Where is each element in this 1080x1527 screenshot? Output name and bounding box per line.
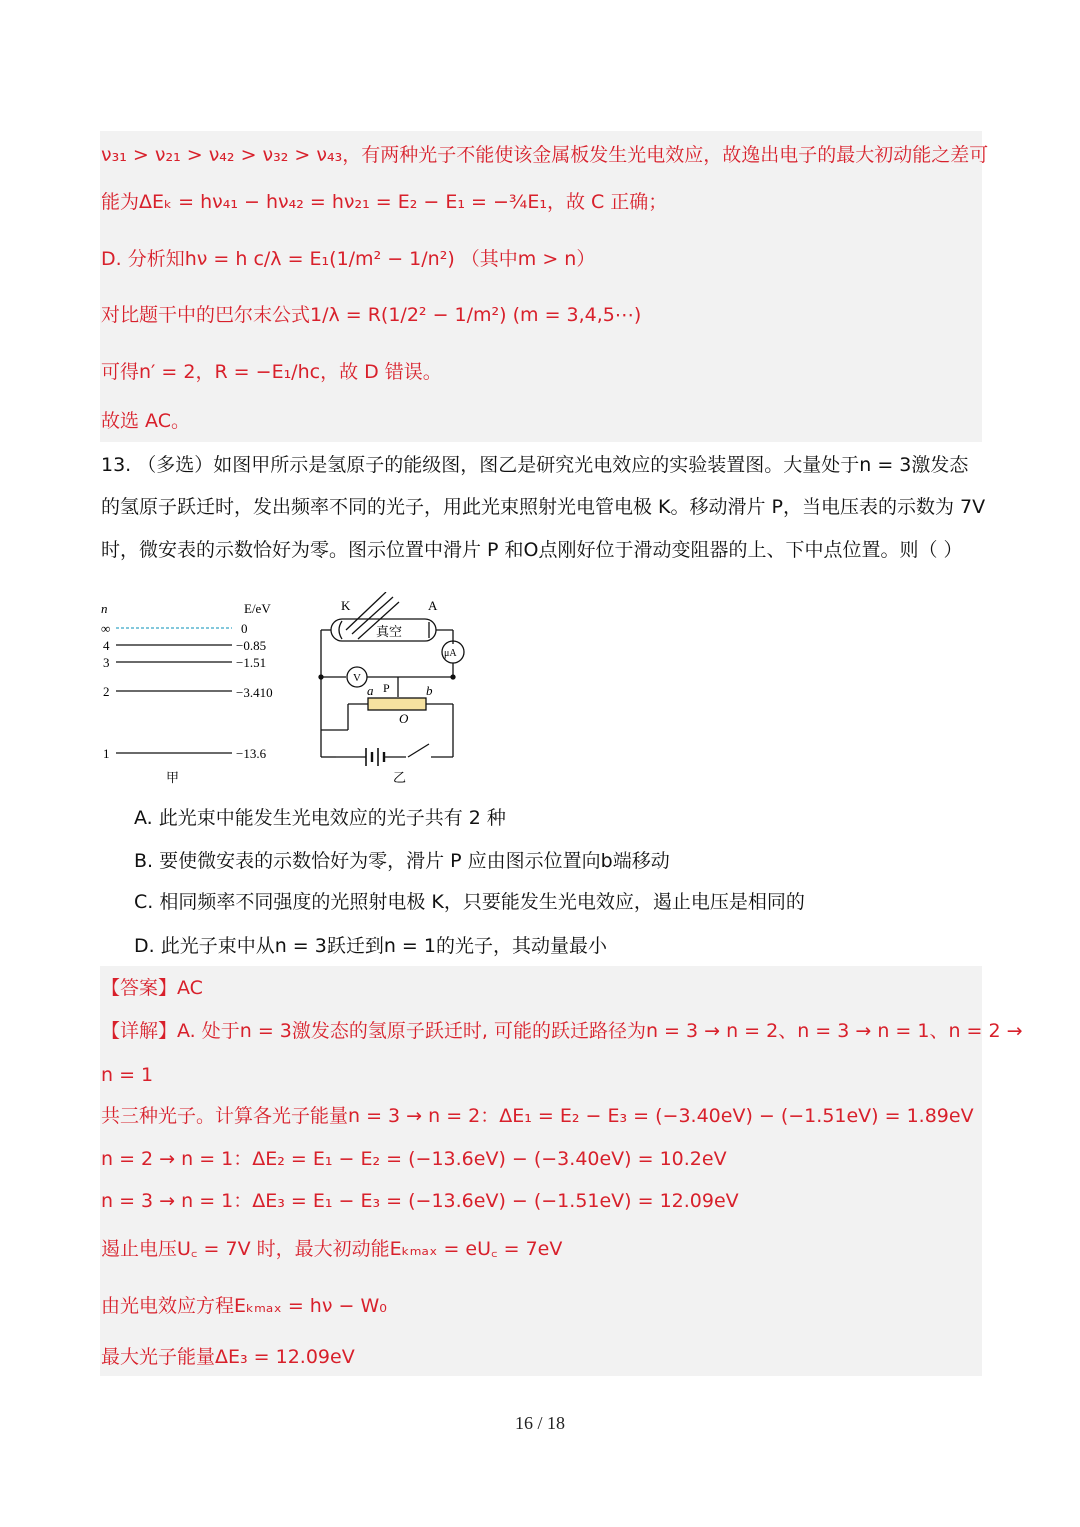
level-e-1: −13.6 — [236, 746, 267, 761]
question-line-1: 13. （多选）如图甲所示是氢原子的能级图，图乙是研究光电效应的实验装置图。大量处于n = 3激发态 — [101, 454, 969, 476]
question-line-3: 时，微安表的示数恰好为零。图示位置中滑片 P 和O点刚好位于滑动变阻器的上、下中点位置。则（ ） — [101, 539, 963, 561]
answer-detail-8: 最大光子能量ΔE₃ = 12.09eV — [101, 1346, 355, 1368]
switch-arm — [408, 744, 429, 757]
level-n-inf: ∞ — [101, 621, 111, 636]
level-e-3: −1.51 — [236, 655, 267, 670]
label-a: A — [428, 598, 438, 613]
rheostat — [368, 698, 426, 710]
answer-top-line-5: 可得n′ = 2，R = −E₁/hc，故 D 错误。 — [101, 361, 442, 383]
label-vacuum: 真空 — [376, 624, 403, 639]
answer-detail-7: 由光电效应方程Eₖₘₐₓ = hν − W₀ — [101, 1295, 387, 1317]
answer-top-line-3: D. 分析知hν = h c/λ = E₁(1/m² − 1/n²) （其中m > n） — [101, 248, 596, 270]
level-n-4: 4 — [103, 638, 110, 653]
answer-detail-1: 【详解】A. 处于n = 3激发态的氢原子跃迁时, 可能的跃迁路径为n = 3 → n = 2、n = 3 → n = 1、n = 2 → — [101, 1020, 1023, 1042]
question-line-2: 的氢原子跃迁时，发出频率不同的光子，用此光束照射光电管电极 K。移动滑片 P，当电压表的示数为 7V — [101, 496, 986, 518]
label-voltmeter: V — [353, 672, 361, 684]
level-n-1: 1 — [103, 746, 110, 761]
answer-detail-3: 共三种光子。计算各光子能量n = 3 → n = 2：ΔE₁ = E₂ − E₃ = (−3.40eV) − (−1.51eV) = 1.89eV — [101, 1105, 974, 1127]
answer-detail-5: n = 3 → n = 1：ΔE₃ = E₁ − E₃ = (−13.6eV) − (−1.51eV) = 12.09eV — [101, 1190, 739, 1212]
circuit-diagram — [319, 592, 464, 766]
answer-top-line-1: ν₃₁ > ν₂₁ > ν₄₂ > ν₃₂ > ν₄₃，有两种光子不能使该金属板发生光电效应，故逸出电子的最大初动能之差可 — [101, 144, 989, 166]
answer-top-line-6: 故选 AC。 — [101, 410, 190, 432]
circuit-caption: 乙 — [393, 770, 407, 785]
level-caption: 甲 — [166, 770, 180, 785]
option-d: D. 此光子束中从n = 3跃迁到n = 1的光子，其动量最小 — [134, 935, 607, 957]
answer-detail-2: n = 1 — [101, 1064, 154, 1086]
answer-top-line-2: 能为ΔEₖ = hν₄₁ − hν₄₂ = hν₂₁ = E₂ − E₁ = −¾E₁，故 C 正确； — [101, 191, 668, 213]
option-a: A. 此光束中能发生光电效应的光子共有 2 种 — [134, 807, 506, 829]
level-e-2: −3.410 — [236, 685, 273, 700]
answer-detail-4: n = 2 → n = 1：ΔE₂ = E₁ − E₂ = (−13.6eV) − (−3.40eV) = 10.2eV — [101, 1148, 727, 1170]
label-p: P — [383, 681, 390, 695]
answer-label: 【答案】AC — [101, 977, 203, 999]
label-ammeter: μA — [444, 648, 457, 659]
answer-detail-6: 遏止电压U꜀ = 7V 时，最大初动能Eₖₘₐₓ = eU꜀ = 7eV — [101, 1238, 563, 1260]
level-n-2: 2 — [103, 684, 110, 699]
label-o: O — [399, 711, 409, 726]
level-n-3: 3 — [103, 655, 110, 670]
figure-svg — [96, 592, 476, 792]
level-e-inf: 0 — [241, 621, 248, 636]
cathode-k — [339, 621, 342, 639]
answer-block-top — [100, 131, 982, 442]
level-n-header: n — [101, 601, 108, 616]
label-k: K — [341, 598, 351, 613]
question-figure — [96, 592, 476, 796]
page-number: 16 / 18 — [514, 1413, 565, 1433]
level-e-4: −0.85 — [236, 638, 267, 653]
option-b: B. 要使微安表的示数恰好为零，滑片 P 应由图示位置向b端移动 — [134, 850, 670, 872]
label-b-end: b — [426, 683, 433, 698]
answer-top-line-4: 对比题干中的巴尔末公式1/λ = R(1/2² − 1/m²) (m = 3,4,5⋯) — [101, 304, 642, 326]
label-a-end: a — [367, 683, 374, 698]
level-e-header: E/eV — [244, 601, 271, 616]
energy-level-diagram — [101, 601, 273, 785]
option-c: C. 相同频率不同强度的光照射电极 K，只要能发生光电效应，遏止电压是相同的 — [134, 891, 805, 913]
